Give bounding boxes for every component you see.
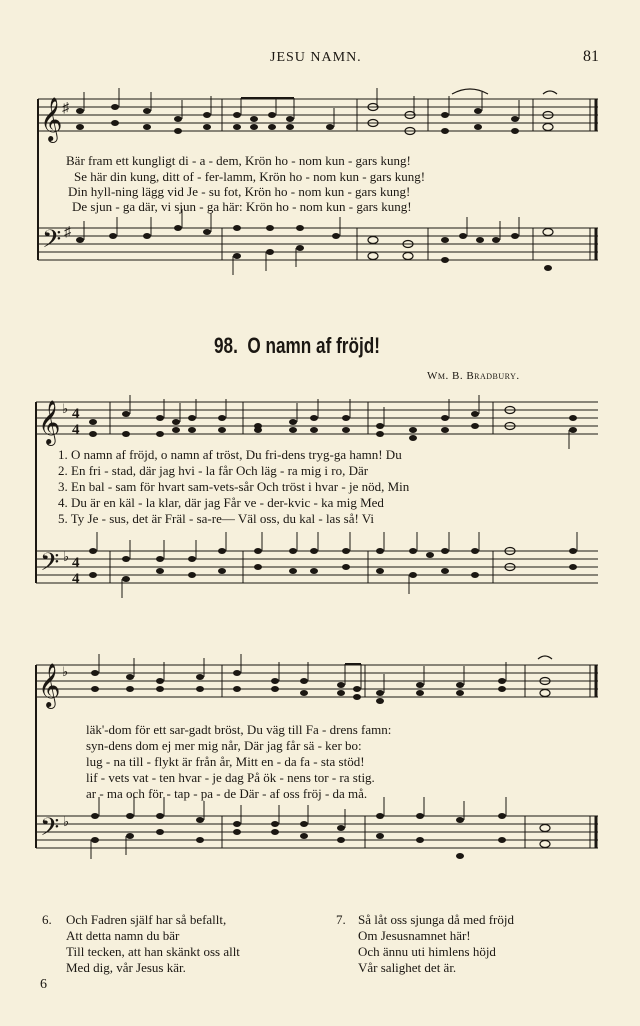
hymn-number: 98.	[214, 333, 238, 358]
svg-text:𝄢: 𝄢	[42, 225, 62, 260]
svg-text:4: 4	[72, 555, 80, 571]
hymn98-verse-line: 3. En bal - sam för hvart sam-vets-sår Och tröst i hvar - je nöd, Min	[58, 479, 410, 494]
hymn98-verse-line: lif - vets vat - ten hvar - je dag På ök - nens tor - ra stig.	[86, 770, 375, 785]
stanza-line: Och ännu uti himlens höjd	[358, 944, 496, 959]
hymn98-verse-line: 4. Du är en käl - la klar, där jag Får ve - der-kvic - ka mig Med	[58, 495, 384, 510]
stanza-line: Att detta namn du bär	[66, 928, 180, 943]
stanza-line: Så låt oss sjunga då med fröjd	[358, 912, 514, 927]
svg-text:𝄞: 𝄞	[38, 400, 61, 444]
page-number: 81	[583, 48, 599, 65]
stanza-6	[66, 912, 240, 976]
svg-text:♭: ♭	[63, 814, 70, 829]
stanza-line: Till tecken, att han skänkt oss allt	[66, 944, 240, 959]
hymn97-lyric-line: De sjun - ga där, vi sjun - ga här: Krön ho - nom kun - gars kung!	[72, 199, 412, 214]
svg-text:♭: ♭	[62, 664, 69, 679]
svg-text:♭: ♭	[63, 549, 70, 564]
svg-text:♯: ♯	[62, 101, 69, 116]
hymn98-verse-line: 1. O namn af fröjd, o namn af tröst, Du fri-dens tryg-ga hamn! Du	[58, 447, 402, 462]
hymn97-lyric-line: Se här din kung, ditt of - fer-lamm, Krön ho - nom kun - gars kung!	[74, 169, 426, 184]
hymn98-verse-line: 2. En fri - stad, där jag hvi - la får Och läg - ra mig i ro, Där	[58, 463, 369, 478]
hymn98-verse-line: 5. Ty Je - sus, det är Fräl - sa-re— Väl oss, du kal - las så! Vi	[58, 511, 375, 526]
hymn98-verse-line: lug - na till - flykt är från år, Mitt en - da fa - sta stöd!	[86, 754, 365, 769]
stanza-number: 6.	[42, 912, 52, 927]
stanza-number: 7.	[336, 912, 346, 927]
svg-text:𝄞: 𝄞	[40, 97, 63, 141]
stanza-7	[358, 912, 514, 976]
svg-text:♯: ♯	[64, 225, 71, 240]
svg-text:4: 4	[72, 422, 80, 438]
hymn98-verse-line: syn-dens dom ej mer mig når, Där jag får sä - ker bo:	[86, 738, 362, 753]
svg-text:♭: ♭	[62, 401, 69, 416]
svg-text:4: 4	[72, 406, 80, 422]
hymn-name: O namn af fröjd!	[247, 333, 380, 358]
svg-text:𝄢: 𝄢	[40, 548, 60, 583]
hymn98-verse-line: läk'-dom för ett sar-gadt bröst, Du väg till Fa - drens famn:	[86, 722, 392, 737]
stanza-line: Och Fadren själf har så befallt,	[66, 912, 227, 927]
svg-text:𝄢: 𝄢	[40, 813, 60, 848]
composer-credit: Wm. B. Bradbury.	[427, 370, 520, 382]
hymn98-verse-line: ar - ma och för - tap - pa - de Där - af oss fröj - da må.	[86, 786, 368, 801]
stanza-line: Vår salighet det är.	[358, 960, 457, 975]
svg-text:𝄞: 𝄞	[38, 663, 61, 707]
running-title: JESU NAMN.	[270, 50, 362, 65]
hymn97-lyric-line: Bär fram ett kungligt di - a - dem, Krön ho - nom kun - gars kung!	[66, 153, 411, 168]
hymn97-lyric-line: Din hyll-ning lägg vid Je - su fot, Krön ho - nom kun - gars kung!	[68, 184, 411, 199]
svg-text:4: 4	[72, 571, 80, 587]
footer-number: 6	[40, 977, 47, 992]
stanza-line: Om Jesusnamnet här!	[358, 928, 471, 943]
stanza-line: Med dig, vår Jesus kär.	[66, 960, 186, 975]
